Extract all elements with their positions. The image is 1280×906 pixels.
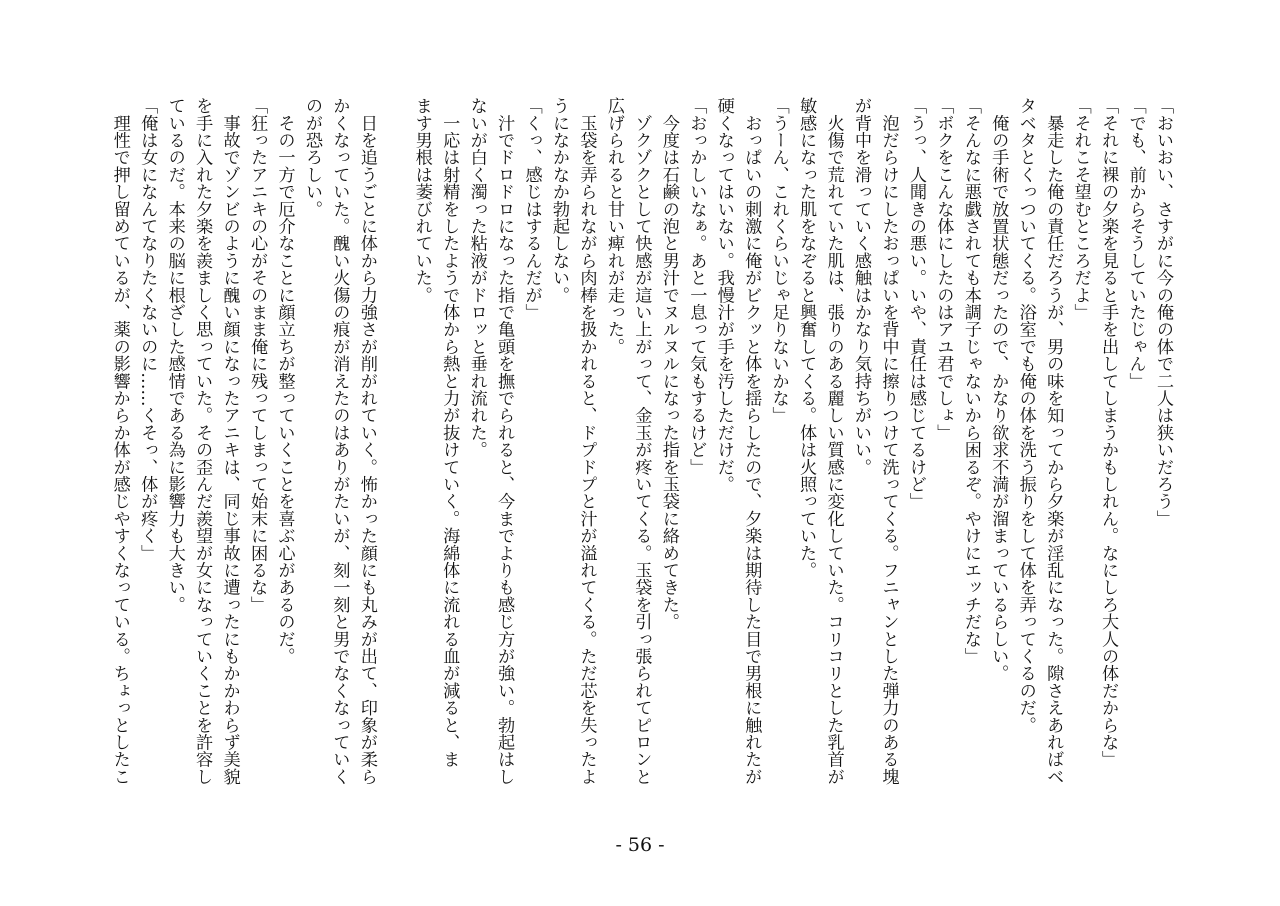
text-line: おっぱいの刺激に俺がビクッと体を揺らしたので、夕楽は期待した目で男根に触れたが — [741, 97, 762, 785]
text-line: ないが白く濁った粘液がドロッと垂れ流れた。 — [466, 97, 487, 459]
text-line: 「おっかしいなぁ。あと一息って気もするけど」 — [686, 97, 707, 476]
text-line: のが恐ろしい。 — [301, 97, 322, 218]
text-line: 事故でゾンビのように醜い顔になったアニキは、同じ事故に遭ったにもかかわらず美貌 — [219, 97, 240, 785]
text-line: タベタとくっついてくる。浴室でも俺の体を洗う振りをして体を弄ってくるのだ。 — [1015, 97, 1036, 734]
text-line: 敏感になった肌をなぞると興奮してくる。体は火照っていた。 — [796, 97, 817, 579]
text-line: ます男根は萎びれていた。 — [411, 97, 432, 304]
text-line: ているのだ。本来の脳に根ざした感情である為に影響力も大きい。 — [164, 97, 185, 613]
text-line: 俺の手術で放置状態だったので、かなり欲求不満が溜まっているらしい。 — [988, 97, 1009, 682]
text-line: 広げられると甘い痺れが走った。 — [603, 97, 624, 355]
text-line: 「ボクをこんな体にしたのはアユ君でしょ」 — [933, 97, 954, 441]
text-line: 「うっ、人聞きの悪い。いや、責任は感じてるけど」 — [905, 97, 926, 510]
text-line: を手に入れた夕楽を羨ましく思っていた。その歪んだ羨望が女になっていくことを許容し — [192, 97, 213, 785]
text-line: 今度は石鹸の泡と男汁でヌルヌルになった指を玉袋に絡めてきた。 — [658, 97, 679, 631]
text-line: 一応は射精をしたようで体から熱と力が抜けていく。海綿体に流れる血が減ると、ま — [439, 97, 460, 768]
text-line: 「でも、前からそうしていたじゃん」 — [1125, 97, 1146, 390]
text-line: 「それこそ望むところだよ」 — [1070, 97, 1091, 321]
text-line — [380, 97, 407, 797]
text-line: 「そんなに悪戯されても本調子じゃないから困るぞ。やけにエッチだな」 — [960, 97, 981, 665]
text-line: ゾクゾクとして快感が這い上がって、金玉が疼いてくる。玉袋を引っ張られてピロンと — [631, 97, 652, 785]
body-text — [101, 97, 1176, 797]
text-line: 火傷で荒れていた肌は、張りのある麗しい質感に変化していた。コリコリとした乳首が — [823, 97, 844, 785]
text-line: 「それに裸の夕楽を見ると手を出してしまうかもしれん。なにしろ大人の体だからな」 — [1098, 97, 1119, 768]
text-line: かくなっていた。醜い火傷の痕が消えたのはありがたいが、刻一刻と男でなくなっていく — [329, 97, 350, 785]
text-line: 「うーん、これくらいじゃ足りないかな」 — [768, 97, 789, 424]
text-line: 「狂ったアニキの心がそのまま俺に残ってしまって始末に困るな」 — [247, 97, 268, 613]
text-line: 理性で押し留めているが、薬の影響からか体が感じやすくなっている。ちょっとしたこ — [109, 97, 130, 785]
text-line: 「俺は女になんてなりたくないのに……くそっ、体が疼く」 — [137, 97, 158, 562]
text-line: 汁でドロドロになった指で亀頭を撫でられると、今までよりも感じ方が強い。勃起はし — [494, 97, 515, 785]
text-line: 硬くなってはいない。我慢汁が手を汚しただけだ。 — [713, 97, 734, 493]
text-line: 暴走した俺の責任だろうが、男の味を知ってから夕楽が淫乱になった。隙さえあればベ — [1043, 97, 1064, 785]
text-line: が背中を滑っていく感触はかなり気持ちがいい。 — [851, 97, 872, 476]
text-line: うになかなか勃起しない。 — [549, 97, 570, 304]
text-line: 「くっ、感じはするんだが」 — [521, 97, 542, 321]
text-line: 泡だらけにしたおっぱいを背中に擦りつけて洗ってくる。フニャンとした弾力のある塊 — [878, 97, 899, 785]
text-line: 玉袋を弄られながら肉棒を扱かれると、ドプドプと汁が溢れてくる。ただ芯を失ったよ — [576, 97, 597, 785]
text-line: 「おいおい、さすがに今の俺の体で二人は狭いだろう」 — [1153, 97, 1173, 527]
text-line: 日を追うごとに体から力強さが削がれていく。怖かった顔にも丸みが出て、印象が柔ら — [356, 97, 377, 785]
text-line: その一方で厄介なことに顔立ちが整っていくことを喜ぶ心があるのだ。 — [274, 97, 295, 665]
page-number: - 56 - — [615, 834, 665, 856]
